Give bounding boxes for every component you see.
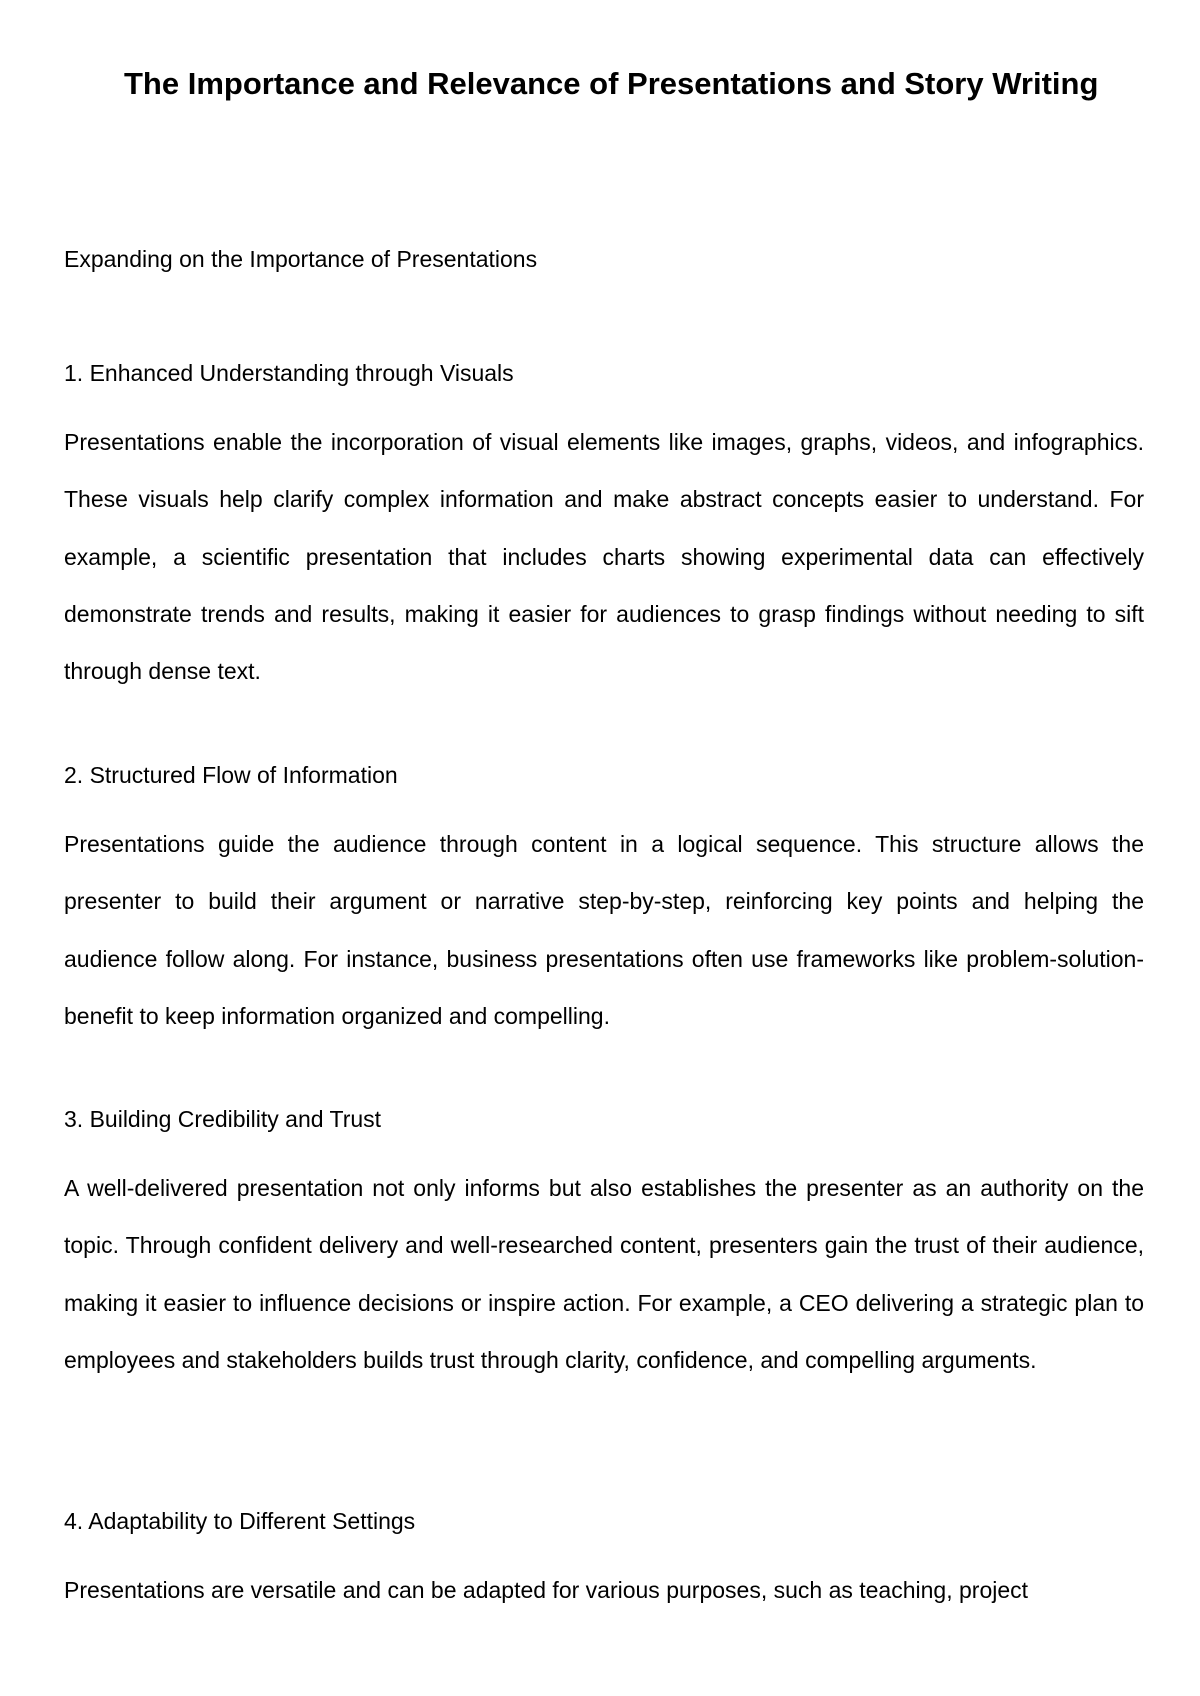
section-adaptability [64,1504,1144,1619]
document-title: The Importance and Relevance of Presentations and Story Writing [124,66,1099,101]
section-paragraph: A well-delivered presentation not only informs but also establishes the presenter as an authority on the topic. Through confident delivery and well-researched content, presenters gain the trust of their audience, making it easier to influence decisions or inspire action. For example, a CEO delivering a strategic plan to employees and stakeholders builds trust through clarity, confidence, and compelling arguments. [64,1175,1144,1373]
section-paragraph: Presentations are versatile and can be adapted for various purposes, such as teaching, project [64,1577,1029,1603]
section-paragraph: Presentations enable the incorporation of visual elements like images, graphs, videos, and infographics. These visuals help clarify complex information and make abstract concepts easier to understand. For example, a scientific presentation that includes charts showing experimental data can effectively demonstrate trends and results, making it easier for audiences to grasp findings without needing to sift through dense text. [64,429,1144,685]
section-heading: 3. Building Credibility and Trust [64,1106,382,1132]
section-structured-flow [64,758,1144,1045]
document-subtitle: Expanding on the Importance of Presentations [64,246,538,272]
section-heading: 2. Structured Flow of Information [64,762,398,788]
section-heading: 4. Adaptability to Different Settings [64,1508,416,1534]
section-credibility [64,1102,1144,1389]
section-heading: 1. Enhanced Understanding through Visuals [64,360,514,386]
section-visuals [64,356,1144,700]
section-paragraph: Presentations guide the audience through content in a logical sequence. This structure allows the presenter to build their argument or narrative step-by-step, reinforcing key points and helping the audience follow along. For instance, business presentations often use frameworks like problem-solution-benefit to keep information organized and compelling. [64,831,1144,1029]
